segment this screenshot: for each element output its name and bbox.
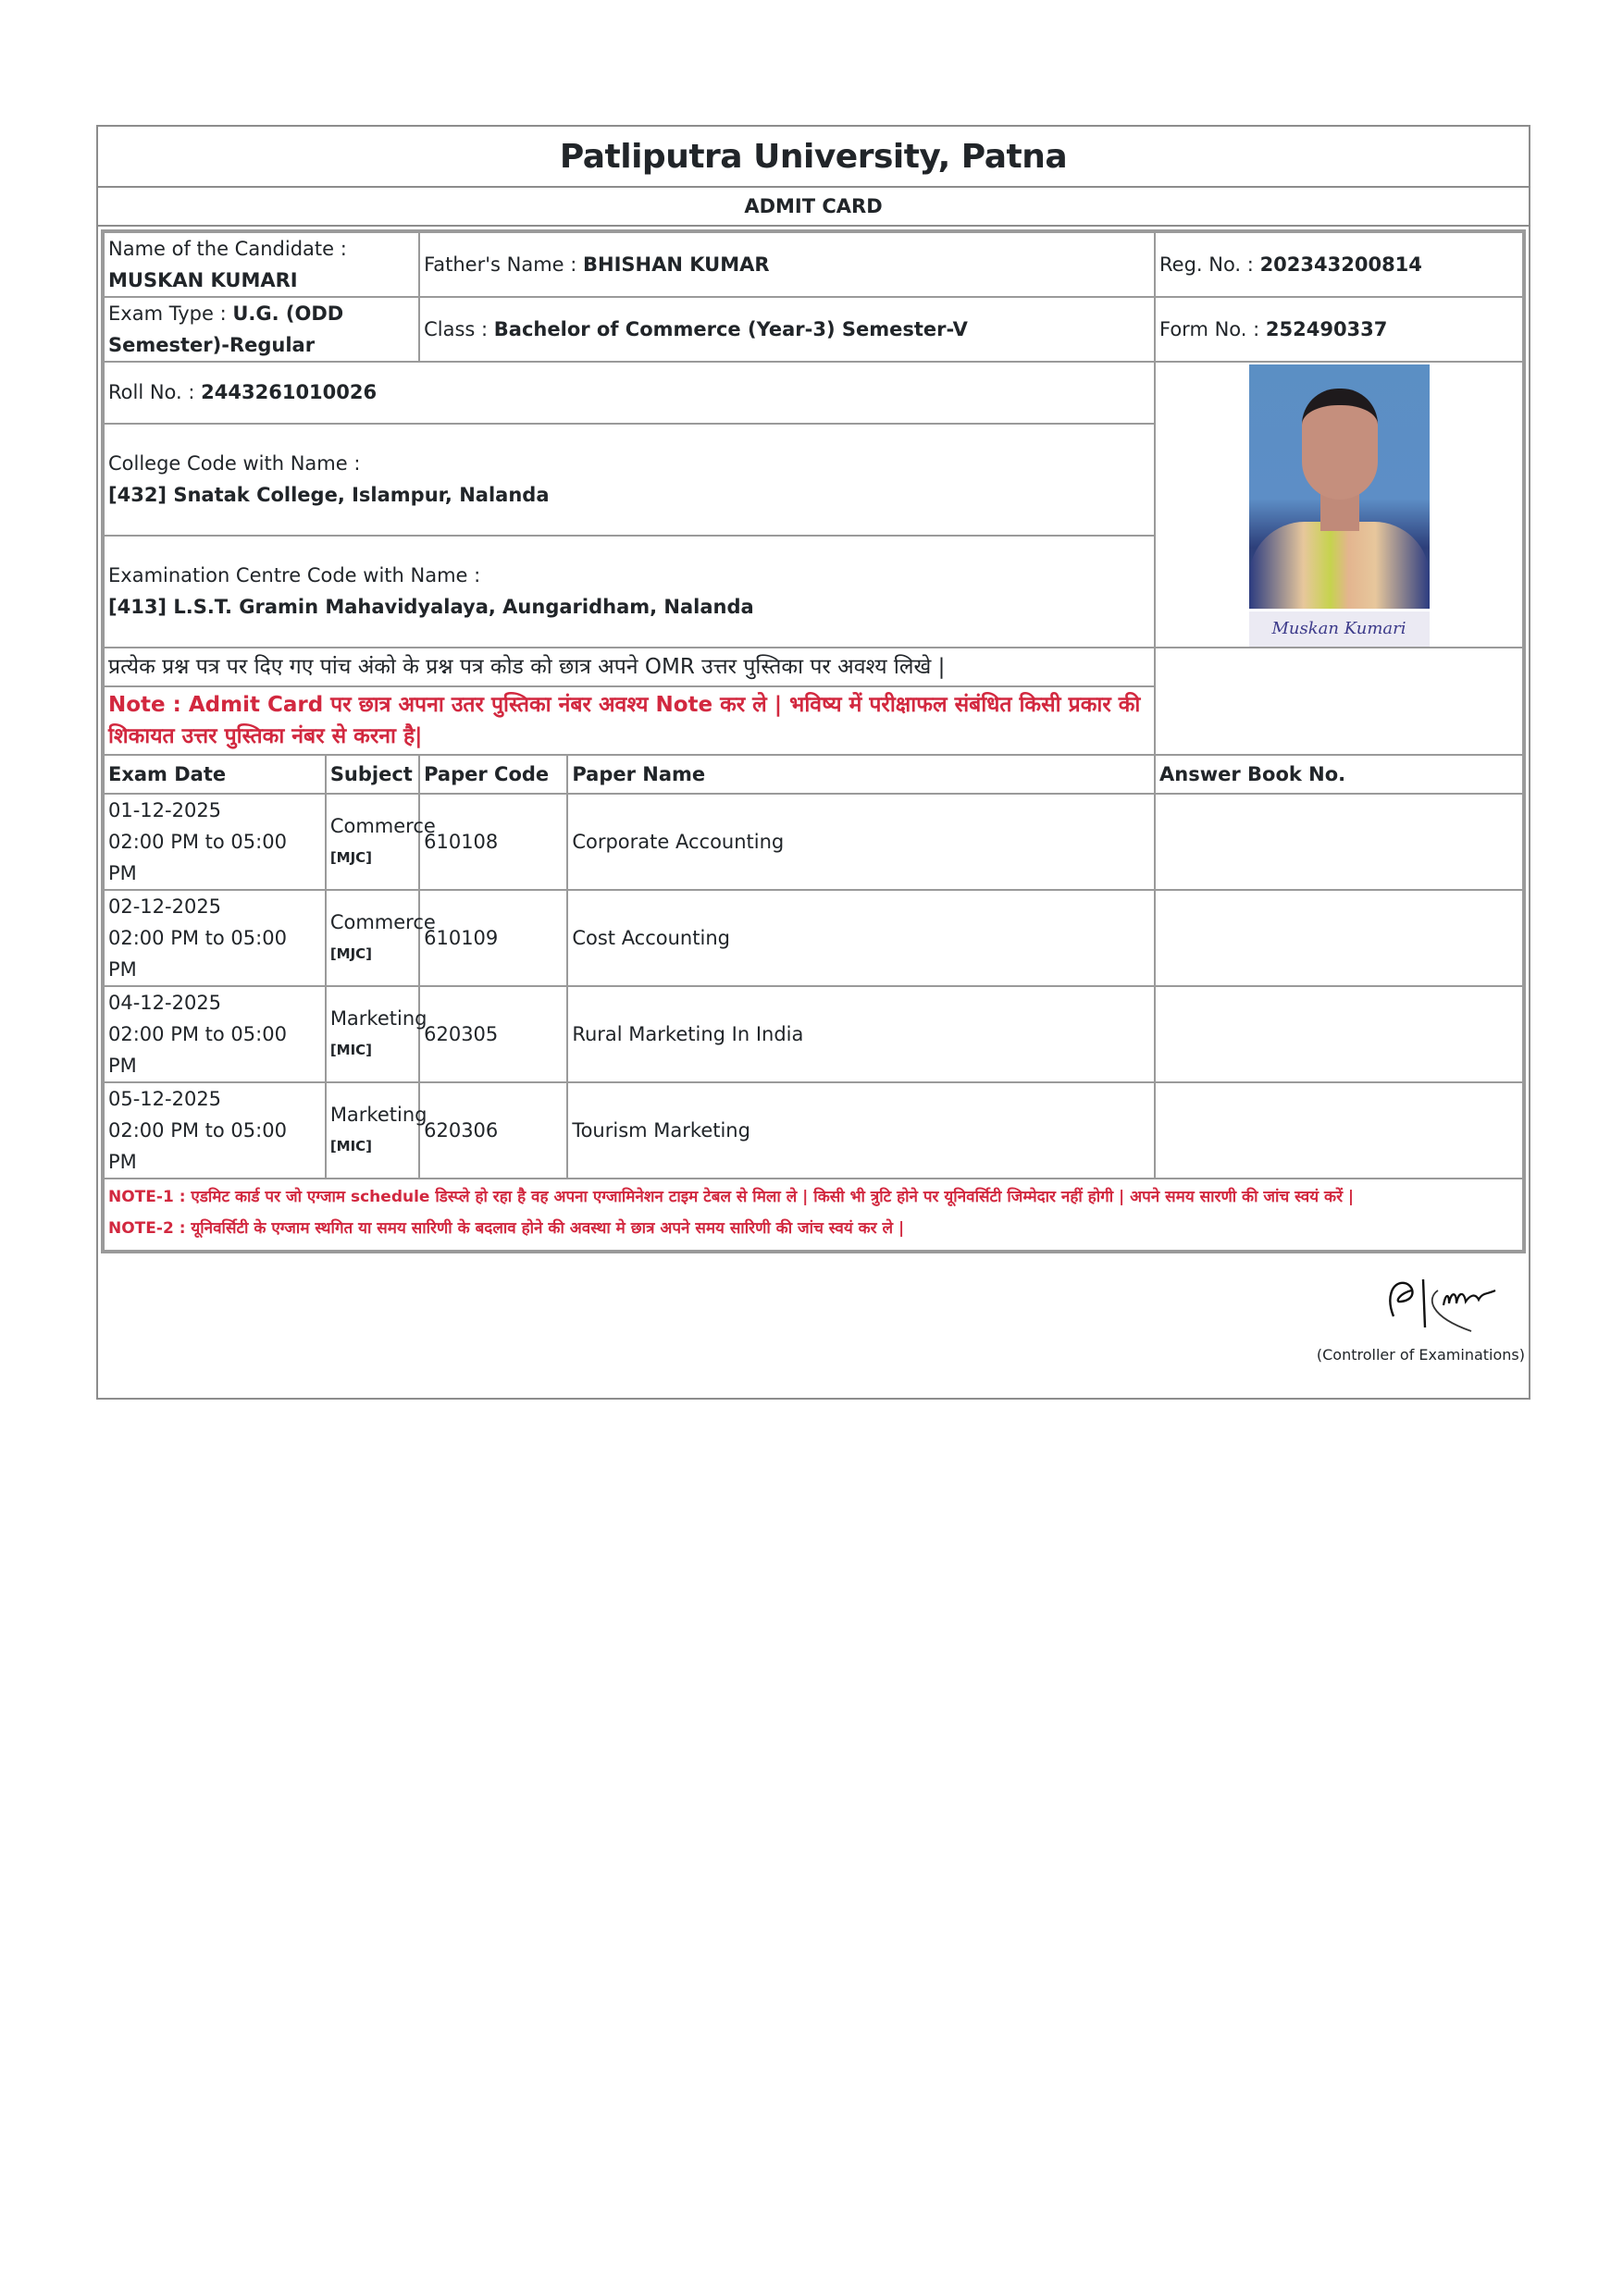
time: 02:00 PM to 05:00 PM — [108, 1119, 287, 1173]
subject-tag: [MJC] — [329, 945, 373, 962]
label: Reg. No. : — [1159, 253, 1254, 276]
centre-name: [413] L.S.T. Gramin Mahavidyalaya, Aungaridham, Nalanda — [108, 596, 754, 619]
exam-date — [104, 890, 326, 986]
paper-code: 610108 — [419, 794, 567, 890]
candidate-signature: Muskan Kumari — [1249, 611, 1430, 647]
exam-type: U.G. (ODD Semester)-Regular — [108, 302, 344, 356]
label: Class : — [424, 318, 489, 340]
subject — [326, 986, 427, 1082]
subject-name: Commerce — [329, 815, 436, 837]
answer-book-no — [1155, 890, 1523, 986]
subject — [326, 794, 436, 890]
omr-instruction: प्रत्येक प्रश्न पत्र पर दिए गए पांच अंको के प्रश्न पत्र कोड को छात्र अपने OMR उत्तर पुस्तिका पर अवश्य लिखे | — [104, 648, 1155, 686]
paper-code: 620305 — [419, 986, 567, 1082]
photo-head-shape — [1302, 389, 1378, 500]
omr-instruction-row — [104, 648, 1523, 686]
table-row — [104, 986, 1523, 1082]
college-label: College Code with Name : — [108, 452, 361, 475]
paper-name: Rural Marketing In India — [567, 986, 1155, 1082]
subject — [326, 890, 436, 986]
class-name: Bachelor of Commerce (Year-3) Semester-V — [493, 318, 968, 340]
answer-book-no — [1155, 1082, 1523, 1179]
class-cell — [419, 297, 1155, 362]
col-exam-date: Exam Date — [104, 755, 326, 794]
title-row — [98, 127, 1529, 188]
label: Exam Type : — [108, 302, 227, 325]
label: Form No. : — [1159, 318, 1260, 340]
date: 05-12-2025 — [108, 1088, 222, 1110]
notes-row — [104, 1179, 1523, 1251]
exam-date — [104, 794, 326, 890]
form-no-cell — [1155, 297, 1523, 362]
answer-book-no — [1155, 986, 1523, 1082]
admit-card-heading: ADMIT CARD — [744, 195, 883, 217]
roll-row — [104, 362, 1523, 424]
roll-no-cell — [104, 362, 1155, 424]
paper-code: 610109 — [419, 890, 567, 986]
footer — [98, 1253, 1529, 1398]
university-title: Patliputra University, Patna — [559, 137, 1068, 176]
label: Father's Name : — [424, 253, 577, 276]
answer-book-no — [1155, 794, 1523, 890]
father-name-cell — [419, 232, 1155, 297]
roll-no: 2443261010026 — [201, 381, 378, 404]
photo-body-shape — [1249, 522, 1430, 609]
paper-name: Cost Accounting — [567, 890, 1155, 986]
info-row-2 — [104, 297, 1523, 362]
photo-cell — [1155, 362, 1523, 648]
label: Roll No. : — [108, 381, 195, 404]
college-name: [432] Snatak College, Islampur, Nalanda — [108, 484, 550, 507]
details-table-wrapper — [101, 229, 1526, 1253]
admit-card — [96, 125, 1530, 1400]
table-row — [104, 890, 1523, 986]
candidate-name: MUSKAN KUMARI — [108, 269, 298, 291]
college-cell — [104, 424, 1155, 536]
col-paper-code: Paper Code — [419, 755, 567, 794]
centre-cell — [104, 536, 1155, 648]
paper-name: Corporate Accounting — [567, 794, 1155, 890]
subject-name: Marketing — [329, 1104, 427, 1126]
exam-date — [104, 986, 326, 1082]
notes-cell — [104, 1179, 1523, 1251]
subtitle-row — [98, 188, 1529, 227]
controller-signature-icon — [1381, 1270, 1510, 1335]
exam-table-header — [104, 755, 1523, 794]
photo-neck-shape — [1320, 494, 1359, 531]
answer-book-note: Note : Admit Card पर छात्र अपना उतर पुस्तिका नंबर अवश्य Note कर ले | भविष्य में परीक्षाफल संबंधित किसी प्रकार की शिकायत उत्तर पुस्तिका नंबर से करना है| — [104, 686, 1155, 755]
reg-no-cell — [1155, 232, 1523, 297]
note-1: NOTE-1 : एडमिट कार्ड पर जो एग्जाम schedule डिस्प्ले हो रहा है वह अपना एग्जामिनेशन टाइम टेबल से मिला ले | किसी भी त्रुटि होने पर यूनिवर्सिटी जिम्मेदार नहीं होगी | अपने समय सारणी की जांच स्वयं करें | — [108, 1188, 1355, 1206]
paper-name: Tourism Marketing — [567, 1082, 1155, 1179]
exam-date — [104, 1082, 326, 1179]
exam-type-cell — [104, 297, 419, 362]
subject-name: Marketing — [329, 1007, 427, 1030]
note-2: NOTE-2 : यूनिवर्सिटी के एग्जाम स्थगित या समय सारिणी के बदलाव होने की अवस्था मे छात्र अपने समय सारिणी की जांच स्वयं कर ले | — [108, 1219, 905, 1238]
table-row — [104, 794, 1523, 890]
table-row — [104, 1082, 1523, 1179]
col-subject: Subject — [326, 755, 419, 794]
candidate-details-table — [103, 231, 1524, 1252]
form-no: 252490337 — [1265, 318, 1388, 340]
father-name: BHISHAN KUMAR — [583, 253, 770, 276]
time: 02:00 PM to 05:00 PM — [108, 831, 287, 884]
time: 02:00 PM to 05:00 PM — [108, 1023, 287, 1077]
info-row-1 — [104, 232, 1523, 297]
label: Name of the Candidate : — [108, 238, 347, 260]
date: 01-12-2025 — [108, 799, 222, 821]
centre-label: Examination Centre Code with Name : — [108, 564, 481, 587]
time: 02:00 PM to 05:00 PM — [108, 927, 287, 981]
paper-code: 620306 — [419, 1082, 567, 1179]
subject — [326, 1082, 427, 1179]
empty-cell — [1155, 648, 1523, 755]
candidate-photo — [1249, 364, 1430, 609]
subject-tag: [MIC] — [329, 1042, 373, 1058]
date: 04-12-2025 — [108, 992, 222, 1014]
subject-tag: [MIC] — [329, 1138, 373, 1154]
date: 02-12-2025 — [108, 895, 222, 918]
subject-tag: [MJC] — [329, 849, 373, 866]
candidate-name-cell — [104, 232, 419, 297]
col-answer-book: Answer Book No. — [1155, 755, 1523, 794]
col-paper-name: Paper Name — [567, 755, 1155, 794]
subject-name: Commerce — [329, 911, 436, 933]
reg-no: 202343200814 — [1259, 253, 1422, 276]
controller-of-examinations: (Controller of Examinations) — [1316, 1346, 1525, 1364]
